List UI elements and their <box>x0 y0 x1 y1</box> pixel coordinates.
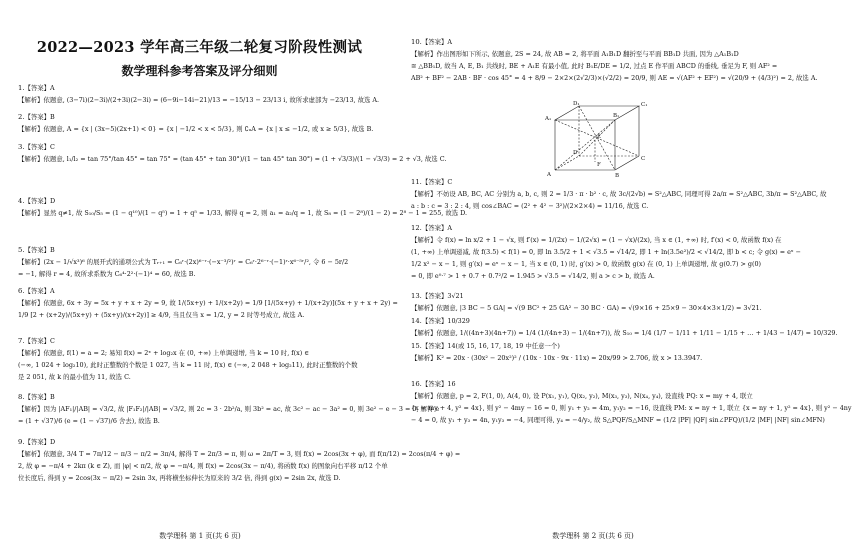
question-number: 9. <box>18 438 25 446</box>
explanation-line: = −1, 解得 r = 4, 故所求系数为 C₆⁴·2²·(−1)⁴ = 60, 故选 B. <box>18 270 196 278</box>
question-number: 10. <box>411 38 422 46</box>
question-block <box>18 113 381 134</box>
question-block <box>411 380 852 425</box>
answer-line <box>411 178 781 187</box>
question-number: 7. <box>18 337 25 345</box>
explanation-line: 【解析】依题意, p = 2, F(1, 0), A(4, 0), 设 P(x₁, y₁), Q(x₂, y₂), M(x₃, y₃), N(x₄, y₄), 设直线 PQ: x = my + 4, 联立 <box>411 392 753 400</box>
label-D: D <box>573 150 578 156</box>
question-block <box>18 197 468 218</box>
explanation-line: ≅ △BB₁D, 故当 A, E, B₁ 共线时, BE + A₁E 有最小值, 此时 B₁E/DE = 1/2, 过点 E 作平面 ABCD 的垂线, 垂足为 F, 则 AF² = <box>411 62 778 70</box>
question-number: 1. <box>18 84 25 92</box>
question-block <box>18 287 398 320</box>
explanation-line: = (1 + √37)/6 (e = (1 − √37)/6 舍去), 故选 B. <box>18 417 160 425</box>
answer-line <box>18 84 381 93</box>
question-block <box>18 393 440 426</box>
explanation-line: 1/9 [2 + (x+2y)/(5x+y) + (5x+y)/(x+2y)] ≥ 4/9, 当且仅当 x = 1/2, y = 2 时等号成立, 故选 A. <box>18 311 305 319</box>
answer-text: 【答案】C <box>24 337 55 345</box>
question-number: 13. <box>411 292 422 300</box>
page-subtitle: 数学理科参考答案及评分细则 <box>121 64 278 78</box>
answer-line <box>18 197 381 206</box>
explanation-line: 【解析】作出图形如下所示, 依题意, 2S = 24, 故 AB = 2, 将平面 A₁B₁D 翻折至与平面 BB₁D 共面, 因为 △A₁B₁D <box>411 50 739 58</box>
explanation-line: 【解析】依题意, f(1) = a = 2; 易知 f(x) = 2ˣ + log₂x 在 (0, +∞) 上单调递增, 当 k = 10 时, f(x) ∈ <box>18 349 309 357</box>
explanation-line: 【解析】依题意, l₁/l₂ = tan 75°/tan 45° = tan 75° = (tan 45° + tan 30°)/(1 − tan 45° tan 30°) = (1 + √3/3)/(1 − √3/3) = 2 + √3, 故选 C. <box>18 155 447 163</box>
answer-text: 【答案】B <box>24 393 55 401</box>
explanation-line: 【解析】依题意, 1/((4n+3)(4n+7)) = 1/4 (1/(4n+3) − 1/(4n+7)), 故 S₁₀ = 1/4 (1/7 − 1/11 + 1/11 − 1/15 + … + 1/43 − 1/47) = 10/329. <box>411 329 838 337</box>
question-block <box>18 246 381 279</box>
answer-line <box>18 246 381 255</box>
answer-text: 【答案】C <box>24 143 55 151</box>
explanation-line: − 4 = 0, 故 y₁ + y₃ = 4n, y₁y₃ = −4, 同理可得, y₄ = −4/y₂, 故 S△PQF/S△MNF = (1/2 |PF| |QF| sin∠PFQ)/(1/2 |MF| |NF| sin∠MFN) <box>411 416 825 424</box>
answer-text: 【答案】16 <box>421 380 456 388</box>
answer-line <box>411 292 781 301</box>
question-number: 3. <box>18 143 25 151</box>
answer-line <box>411 224 781 233</box>
question-block <box>411 317 838 338</box>
explanation-line: = 0, 即 e⁰·⁷ > 1 + 0.7 + 0.7²/2 = 1.945 > √3.5 = √14/2, 则 a > c > b, 故选 A. <box>411 272 655 280</box>
question-block <box>411 224 801 281</box>
label-C1: C₁ <box>641 102 648 108</box>
question-block <box>411 342 781 363</box>
answer-line <box>18 143 381 152</box>
explanation-line: 【解析】依题意, |3 BC − 5 GA| = √(9 BC² + 25 GA² − 30 BC · GA) = √(9×16 + 25×9 − 30×4×3×1/2) = 3√21. <box>411 304 762 312</box>
question-number: 11. <box>411 178 422 186</box>
question-number: 2. <box>18 113 25 121</box>
question-block <box>18 337 381 382</box>
cube-hidden-edge <box>555 156 579 170</box>
label-B: B <box>615 173 620 179</box>
answer-text: 【答案】B <box>24 113 55 121</box>
answer-text: 【答案】A <box>421 224 452 232</box>
explanation-line: 【解析】K² = 20x · (30x² − 20x²)² / (10x · 10x · 9x · 11x) = 20x/99 > 2.706, 故 x > 13.3947. <box>411 354 703 362</box>
label-D1: D₁ <box>573 101 580 107</box>
cube-diagonal <box>555 120 615 170</box>
explanation-line: 【解析】依题意, A = {x | (3x−5)(2x+1) < 0} = {x | −1/2 < x < 5/3}, 则 ∁ᵤA = {x | x ≤ −1/2, 或 x ≥ 5/3}, 故选 B. <box>18 125 374 133</box>
explanation-line: 【解析】依题意, 3/4 T = 7π/12 − π/3 − π/2 = 3π/4, 解得 T = 2π/3 = π, 则 ω = 2π/T = 3, 则 f(x) = 2cos(3x + φ), 而 f(π/12) = 2cos(π/4 + φ) = <box>18 450 461 458</box>
question-number: 12. <box>411 224 422 232</box>
answer-text: 【答案】A <box>421 38 452 46</box>
answer-text: 【答案】C <box>421 178 453 186</box>
answer-line <box>18 113 381 122</box>
explanation-line: {x = my + 4, y² = 4x}, 则 y² − 4my − 16 = 0, 则 y₁ + y₂ = 4m, y₁y₂ = −16, 设直线 PM: x = ny + 1, 联立 {x = ny + 1, y² = 4x}, 则 y² − 4ny <box>411 404 852 412</box>
explanation-line: 【解析】令 f(x) = ln x/2 + 1 − √x, 则 f′(x) = 1/(2x) − 1/(2√x) = (1 − √x)/(2x), 当 x ∈ (1, +∞) 时, f′(x) < 0, 故函数 f(x) 在 <box>411 236 782 244</box>
label-C: C <box>641 156 646 162</box>
explanation-line: AB² + BF² − 2AB · BF · cos 45° = 4 + 8/9 − 2×2×(2√2/3)×(√2/2) = 20/9, 则 AE = √(AF² + EF²) = √(20/9 + (4/3)²) = 2, 故选 A. <box>411 74 818 82</box>
question-number: 15. <box>411 342 422 350</box>
question-number: 4. <box>18 197 25 205</box>
label-F: F <box>597 162 601 168</box>
explanation-line: (−∞, 1 024 + log₂10), 此时正整数的个数是 1 027, 当 k = 11 时, f(x) ∈ (−∞, 2 048 + log₂11), 此时正整数的个数 <box>18 361 358 369</box>
question-block <box>18 84 381 105</box>
answer-line <box>411 38 781 47</box>
answer-text: 【答案】D <box>24 197 56 205</box>
question-block <box>411 292 781 313</box>
explanation-line: 是 2 051, 故 k 的最小值为 11, 故选 C. <box>18 373 131 381</box>
page-title: 2022—2023 学年高三年级二轮复习阶段性测试 <box>36 39 363 56</box>
cube-figure <box>543 100 651 178</box>
explanation-line: 2, 故 φ = −π/4 + 2kπ (k ∈ Z), 而 |φ| < π/2, 故 φ = −π/4, 则 f(x) = 2cos(3x − π/4), 将函数 f(x) 的图象向右平移 π/12 个单 <box>18 462 388 470</box>
answer-text: 【答案】A <box>24 287 55 295</box>
answer-text: 【答案】10/329 <box>421 317 470 325</box>
cube-edge <box>615 156 639 170</box>
question-number: 6. <box>18 287 25 295</box>
label-B1: B₁ <box>613 113 620 119</box>
question-block <box>18 438 461 483</box>
answer-text: 【答案】3√21 <box>421 292 464 300</box>
answer-text: 【答案】B <box>24 246 55 254</box>
explanation-line: 【解析】依题意, (3−7i)(2−3i)/(2+3i)(2−3i) = (6−9i−14i−21)/13 = −15/13 − 23/13 i, 故所求虚部为 −23/13, 故选 A. <box>18 96 380 104</box>
answer-line <box>411 317 781 326</box>
question-block <box>18 143 447 164</box>
explanation-line: 【解析】因为 |AF₁|/|AB| = √3/2, 故 |F₁F₂|/|AB| = √3/2, 则 2c = 3 · 2b²/a, 则 3b² = ac, 故 3c² − ac − 3a² = 0, 则 3e² − e − 3 = 0, 解得 e <box>18 405 440 413</box>
explanation-line: 1/2 x² − x − 1, 则 g′(x) = eˣ − x − 1, 当 x ∈ (0, 1) 时, g′(x) > 0, 故函数 g(x) 在 (0, 1) 上单调递增, 故 g(0.7) > g(0) <box>411 260 762 268</box>
question-number: 8. <box>18 393 25 401</box>
answer-line <box>18 287 381 296</box>
answer-line <box>18 438 381 447</box>
explanation-line: 【解析】显然 q≠1, 故 S₁₀/S₅ = (1 − q¹⁰)/(1 − q⁵) = 1 + q⁵ = 1/33, 解得 q = 2, 则 a₁ = a₂/q = 1, 故 S₈ = (1 − 2⁸)/(1 − 2) = 2⁸ − 1 = 255, 故选 D. <box>18 209 468 217</box>
cube-top-face <box>555 106 639 120</box>
answer-text: 【答案】14(或 15, 16, 17, 18, 19 中任意一个) <box>421 342 560 350</box>
explanation-line: a : b : c = 3 : 2 : 4, 则 cos∠BAC = (2² + 4² − 3²)/(2×2×4) = 11/16, 故选 C. <box>411 202 649 210</box>
explanation-line: 【解析】依题意, 6x + 3y = 5x + y + x + 2y = 9, 故 1/(5x+y) + 1/(x+2y) = 1/9 [1/(5x+y) + 1/(x+2y)](5x + y + x + 2y) = <box>18 299 398 307</box>
label-A: A <box>547 172 551 178</box>
question-number: 16. <box>411 380 422 388</box>
footer-right: 数学理科 第 2 页(共 6 页) <box>552 532 634 540</box>
answer-text: 【答案】D <box>24 438 56 446</box>
explanation-line: (1, +∞) 上单调递减, 故 f(3.5) < f(1) = 0, 即 ln 3.5/2 + 1 < √3.5 = √14/2, 即 1 + ln(3.5e²)/2 < √14/2, 即 b < c; 令 g(x) = eˣ − <box>411 248 801 256</box>
label-E: E <box>597 134 602 140</box>
answer-line <box>411 342 781 351</box>
label-A1: A₁ <box>545 116 552 122</box>
answer-line <box>18 393 381 402</box>
footer-left: 数学理科 第 1 页(共 6 页) <box>159 532 241 540</box>
question-number: 5. <box>18 246 25 254</box>
explanation-line: 【解析】不妨设 AB, BC, AC 分别为 a, b, c, 则 2 = 1/3 · π · b² · c, 故 3c/(2√b) = S²△ABC, 同理可得 2a/π = S²△ABC, 3b/π = S²△ABC, 故 <box>411 190 827 198</box>
explanation-line: 【解析】(2x − 1/√x³)⁶ 的展开式的通项公式为 Tᵣ₊₁ = C₆ʳ·(2x)⁶⁻ʳ·(−x⁻³/²)ʳ = C₆ʳ·2⁶⁻ʳ·(−1)ʳ·x⁶⁻⁵ʳ/², 令 6 − 5r/2 <box>18 258 349 266</box>
question-block <box>411 38 818 83</box>
explanation-line: 位长度后, 得到 y = 2cos(3x − π/2) = 2sin 3x, 再将横坐标伸长为原来的 3/2 倍, 得到 g(x) = 2sin 2x, 故选 D. <box>18 474 341 482</box>
answer-text: 【答案】A <box>24 84 55 92</box>
answer-line <box>18 337 381 346</box>
question-block <box>411 178 827 211</box>
answer-line <box>411 380 781 389</box>
question-number: 14. <box>411 317 422 325</box>
